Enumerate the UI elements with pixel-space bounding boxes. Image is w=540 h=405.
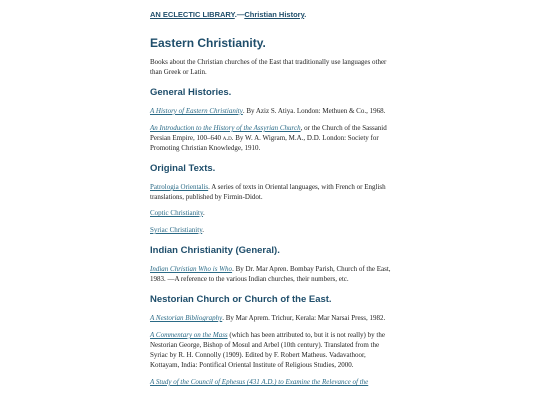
section-heading-original: Original Texts. (150, 163, 216, 174)
book-title-link[interactable]: A Nestorian Bibliography (150, 314, 223, 322)
book-entry (150, 106, 395, 116)
intro-paragraph: Books about the Christian churches of the East that traditionally use languages other than Greek or Latin. (150, 58, 387, 76)
book-details: (which has been attributed to, but it is not really) by the Nestorian George, Bishop of Mosul and Arbel (10th century). Translated from the Syriac by R. H. Connolly (1909). Edited by F. Robert Matheus. Vadavathoor, Kottayam, India: Pontifical Oriental Institute of Religious Studies, 2000. (150, 331, 385, 369)
book-details: . A series of texts in Oriental languages, with French or English translations, published by Firmin-Didot. (150, 183, 386, 201)
book-title-link[interactable]: Indian Christian Who is Who (150, 265, 233, 273)
book-entry (150, 330, 395, 370)
section-heading-nestorian: Nestorian Church or Church of the East. (150, 294, 332, 305)
page-title: Eastern Christianity. (150, 36, 266, 50)
book-entry (150, 123, 395, 153)
punctuation: . (202, 226, 204, 234)
section-heading-general: General Histories. (150, 87, 232, 98)
book-details-cont: By W. A. Wigram, M.A., D.D. London: Society for Promoting Christian Knowledge, 1910. (150, 134, 379, 152)
book-entry (150, 313, 395, 323)
punctuation: . (203, 209, 205, 217)
breadcrumb (150, 10, 395, 19)
breadcrumb-library-link[interactable]: AN ECLECTIC LIBRARY (150, 10, 235, 19)
section-heading-indian: Indian Christianity (General). (150, 245, 280, 256)
breadcrumb-separator: .— (234, 10, 245, 19)
book-title-link[interactable]: A Study of the Council of Ephesus (431 A.D.) to Examine the Relevance of the (150, 378, 369, 386)
book-details: . By Mar Aprem. Trichur, Kerala: Mar Narsai Press, 1982. (222, 314, 386, 322)
era-abbreviation: a.d. (222, 134, 234, 142)
book-title-link[interactable]: An Introduction to the History of the Assyrian Church (150, 124, 301, 132)
book-entry (150, 264, 395, 284)
book-details: . By Dr. Mar Apren. Bombay Parish, Church of the East, 1983. —A reference to the various Indian churches, their numbers, etc. (150, 265, 391, 283)
book-title-link[interactable]: A History of Eastern Christianity (150, 107, 243, 115)
breadcrumb-section-link[interactable]: Christian History (244, 10, 305, 19)
book-entry (150, 377, 395, 387)
book-title-link[interactable]: A Commentary on the Mass (150, 331, 228, 339)
coptic-link[interactable]: Coptic Christianity (150, 209, 204, 217)
book-entry (150, 208, 395, 218)
page-content (150, 0, 395, 387)
book-entry (150, 182, 395, 202)
book-entry (150, 225, 395, 235)
syriac-link[interactable]: Syriac Christianity (150, 226, 203, 234)
book-details: . By Aziz S. Atiya. London: Methuen & Co., 1968. (242, 107, 386, 115)
book-details: , or the Church of the Sassanid Persian Empire, 100–640 (150, 124, 387, 142)
book-title-link[interactable]: Patrologia Orientalis (150, 183, 209, 191)
breadcrumb-end: . (304, 10, 307, 19)
